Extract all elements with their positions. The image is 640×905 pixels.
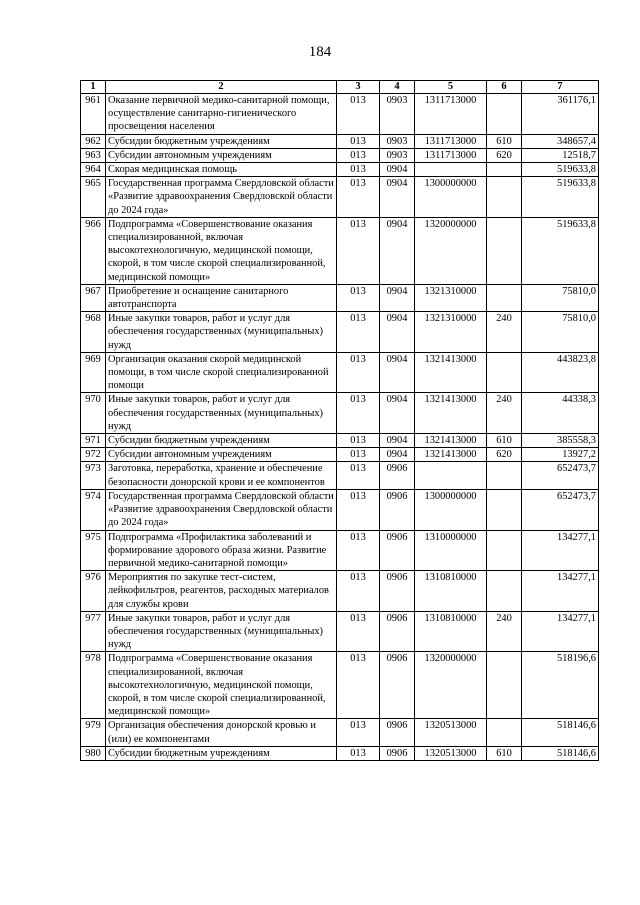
row-section-code: 0906: [380, 611, 415, 652]
row-ministry-code: 013: [337, 134, 380, 148]
row-amount: 13927,2: [522, 448, 599, 462]
row-expense-type: [487, 284, 522, 311]
table-body: [81, 94, 599, 761]
row-ministry-code: 013: [337, 719, 380, 746]
row-number: 968: [81, 312, 106, 353]
row-section-code: 0906: [380, 719, 415, 746]
row-ministry-code: 013: [337, 148, 380, 162]
row-target-item: 1321413000: [415, 448, 487, 462]
header-col-6: 6: [487, 81, 522, 94]
row-target-item: 1300000000: [415, 177, 487, 218]
row-description: Подпрограмма «Совершенствование оказания специализированной, включая высокотехнологичную, медицинской помощи, скорой, в том числе скорой специализированной, медицинской помощи»: [106, 652, 337, 719]
row-section-code: 0904: [380, 393, 415, 434]
row-number: 970: [81, 393, 106, 434]
header-col-4: 4: [380, 81, 415, 94]
row-amount: 134277,1: [522, 611, 599, 652]
row-target-item: 1310000000: [415, 530, 487, 571]
row-description: Организация оказания скорой медицинской помощи, в том числе скорой специализированной помощи: [106, 352, 337, 393]
header-col-1: 1: [81, 81, 106, 94]
row-section-code: 0906: [380, 530, 415, 571]
table-row: [81, 177, 599, 218]
row-section-code: 0904: [380, 448, 415, 462]
row-ministry-code: 013: [337, 312, 380, 353]
table-row: [81, 148, 599, 162]
row-expense-type: [487, 719, 522, 746]
table-row: [81, 163, 599, 177]
table-row: [81, 434, 599, 448]
row-section-code: 0906: [380, 746, 415, 760]
row-ministry-code: 013: [337, 284, 380, 311]
row-section-code: 0904: [380, 352, 415, 393]
row-number: 975: [81, 530, 106, 571]
row-number: 973: [81, 462, 106, 489]
header-col-5: 5: [415, 81, 487, 94]
row-section-code: 0903: [380, 134, 415, 148]
row-ministry-code: 013: [337, 177, 380, 218]
row-section-code: 0904: [380, 177, 415, 218]
row-description: Скорая медицинская помощь: [106, 163, 337, 177]
row-description: Иные закупки товаров, работ и услуг для обеспечения государственных (муниципальных) нужд: [106, 611, 337, 652]
row-amount: 443823,8: [522, 352, 599, 393]
row-expense-type: [487, 94, 522, 135]
table-row: [81, 571, 599, 612]
row-amount: 652473,7: [522, 489, 599, 530]
row-number: 978: [81, 652, 106, 719]
row-target-item: [415, 462, 487, 489]
row-section-code: 0906: [380, 489, 415, 530]
row-target-item: 1320513000: [415, 746, 487, 760]
row-expense-type: 610: [487, 746, 522, 760]
row-number: 967: [81, 284, 106, 311]
row-expense-type: 620: [487, 448, 522, 462]
row-amount: 134277,1: [522, 530, 599, 571]
row-description: Организация обеспечения донорской кровью и (или) ее компонентами: [106, 719, 337, 746]
table-row: [81, 611, 599, 652]
row-section-code: 0904: [380, 434, 415, 448]
row-target-item: 1321413000: [415, 434, 487, 448]
row-amount: 519633,8: [522, 163, 599, 177]
row-amount: 44338,3: [522, 393, 599, 434]
row-amount: 518146,6: [522, 719, 599, 746]
header-col-3: 3: [337, 81, 380, 94]
row-section-code: 0903: [380, 148, 415, 162]
table-row: [81, 284, 599, 311]
row-description: Заготовка, переработка, хранение и обеспечение безопасности донорской крови и ее компонентов: [106, 462, 337, 489]
row-expense-type: [487, 530, 522, 571]
row-expense-type: [487, 217, 522, 284]
page-number: 184: [308, 44, 332, 60]
row-number: 961: [81, 94, 106, 135]
row-ministry-code: 013: [337, 462, 380, 489]
row-description: Субсидии бюджетным учреждениям: [106, 746, 337, 760]
row-amount: 519633,8: [522, 177, 599, 218]
row-expense-type: 240: [487, 393, 522, 434]
row-amount: 12518,7: [522, 148, 599, 162]
row-expense-type: [487, 163, 522, 177]
row-target-item: 1311713000: [415, 134, 487, 148]
row-expense-type: [487, 571, 522, 612]
row-ministry-code: 013: [337, 448, 380, 462]
row-target-item: 1310810000: [415, 571, 487, 612]
row-expense-type: 240: [487, 312, 522, 353]
row-section-code: 0906: [380, 462, 415, 489]
row-target-item: 1321413000: [415, 352, 487, 393]
row-description: Подпрограмма «Совершенствование оказания специализированной, включая высокотехнологичную, медицинской помощи, скорой, в том числе скорой специализированной, медицинской помощи»: [106, 217, 337, 284]
row-amount: 652473,7: [522, 462, 599, 489]
row-ministry-code: 013: [337, 746, 380, 760]
header-col-7: 7: [522, 81, 599, 94]
row-expense-type: [487, 352, 522, 393]
row-description: Субсидии бюджетным учреждениям: [106, 434, 337, 448]
table-row: [81, 719, 599, 746]
row-target-item: 1311713000: [415, 94, 487, 135]
row-amount: 518196,6: [522, 652, 599, 719]
row-target-item: [415, 163, 487, 177]
row-number: 977: [81, 611, 106, 652]
row-target-item: 1321310000: [415, 312, 487, 353]
row-number: 966: [81, 217, 106, 284]
row-target-item: 1321310000: [415, 284, 487, 311]
row-expense-type: 610: [487, 134, 522, 148]
row-target-item: 1310810000: [415, 611, 487, 652]
table-row: [81, 652, 599, 719]
row-number: 976: [81, 571, 106, 612]
row-expense-type: 610: [487, 434, 522, 448]
row-ministry-code: 013: [337, 611, 380, 652]
row-ministry-code: 013: [337, 393, 380, 434]
row-number: 979: [81, 719, 106, 746]
row-number: 969: [81, 352, 106, 393]
row-number: 962: [81, 134, 106, 148]
row-ministry-code: 013: [337, 530, 380, 571]
row-amount: 385558,3: [522, 434, 599, 448]
row-number: 971: [81, 434, 106, 448]
table-row: [81, 530, 599, 571]
row-description: Подпрограмма «Профилактика заболеваний и формирование здорового образа жизни. Развитие первичной медико-санитарной помощи»: [106, 530, 337, 571]
header-row: [81, 81, 599, 94]
row-expense-type: 240: [487, 611, 522, 652]
table-row: [81, 746, 599, 760]
row-target-item: 1320513000: [415, 719, 487, 746]
row-number: 965: [81, 177, 106, 218]
row-amount: 348657,4: [522, 134, 599, 148]
row-amount: 75810,0: [522, 284, 599, 311]
row-description: Государственная программа Свердловской области «Развитие здравоохранения Свердловской области до 2024 года»: [106, 489, 337, 530]
row-ministry-code: 013: [337, 434, 380, 448]
row-number: 980: [81, 746, 106, 760]
row-expense-type: 620: [487, 148, 522, 162]
row-section-code: 0904: [380, 284, 415, 311]
row-description: Субсидии бюджетным учреждениям: [106, 134, 337, 148]
row-number: 963: [81, 148, 106, 162]
row-ministry-code: 013: [337, 217, 380, 284]
row-description: Иные закупки товаров, работ и услуг для обеспечения государственных (муниципальных) нужд: [106, 393, 337, 434]
row-description: Приобретение и оснащение санитарного автотранспорта: [106, 284, 337, 311]
row-section-code: 0904: [380, 163, 415, 177]
row-expense-type: [487, 462, 522, 489]
header-col-2: 2: [106, 81, 337, 94]
row-ministry-code: 013: [337, 163, 380, 177]
row-section-code: 0904: [380, 217, 415, 284]
row-target-item: 1320000000: [415, 217, 487, 284]
table-row: [81, 94, 599, 135]
row-description: Субсидии автономным учреждениям: [106, 448, 337, 462]
table-row: [81, 352, 599, 393]
row-amount: 134277,1: [522, 571, 599, 612]
row-ministry-code: 013: [337, 571, 380, 612]
row-target-item: 1320000000: [415, 652, 487, 719]
row-section-code: 0906: [380, 571, 415, 612]
row-amount: 519633,8: [522, 217, 599, 284]
table-row: [81, 393, 599, 434]
row-amount: 518146,6: [522, 746, 599, 760]
table-row: [81, 134, 599, 148]
row-description: Государственная программа Свердловской области «Развитие здравоохранения Свердловской области до 2024 года»: [106, 177, 337, 218]
row-amount: 361176,1: [522, 94, 599, 135]
row-amount: 75810,0: [522, 312, 599, 353]
table-row: [81, 462, 599, 489]
table-row: [81, 489, 599, 530]
row-section-code: 0904: [380, 312, 415, 353]
row-description: Мероприятия по закупке тест-систем, лейкофильтров, реагентов, расходных материалов для службы крови: [106, 571, 337, 612]
row-target-item: 1321413000: [415, 393, 487, 434]
row-ministry-code: 013: [337, 352, 380, 393]
table-row: [81, 312, 599, 353]
row-description: Оказание первичной медико-санитарной помощи, осуществление санитарно-гигиенического просвещения населения: [106, 94, 337, 135]
table-row: [81, 448, 599, 462]
row-target-item: 1311713000: [415, 148, 487, 162]
row-ministry-code: 013: [337, 94, 380, 135]
row-target-item: 1300000000: [415, 489, 487, 530]
row-description: Иные закупки товаров, работ и услуг для обеспечения государственных (муниципальных) нужд: [106, 312, 337, 353]
budget-table: [80, 80, 599, 761]
row-number: 972: [81, 448, 106, 462]
row-ministry-code: 013: [337, 652, 380, 719]
row-expense-type: [487, 489, 522, 530]
row-number: 964: [81, 163, 106, 177]
row-number: 974: [81, 489, 106, 530]
row-expense-type: [487, 177, 522, 218]
row-ministry-code: 013: [337, 489, 380, 530]
table-row: [81, 217, 599, 284]
row-description: Субсидии автономным учреждениям: [106, 148, 337, 162]
row-section-code: 0903: [380, 94, 415, 135]
row-expense-type: [487, 652, 522, 719]
row-section-code: 0906: [380, 652, 415, 719]
